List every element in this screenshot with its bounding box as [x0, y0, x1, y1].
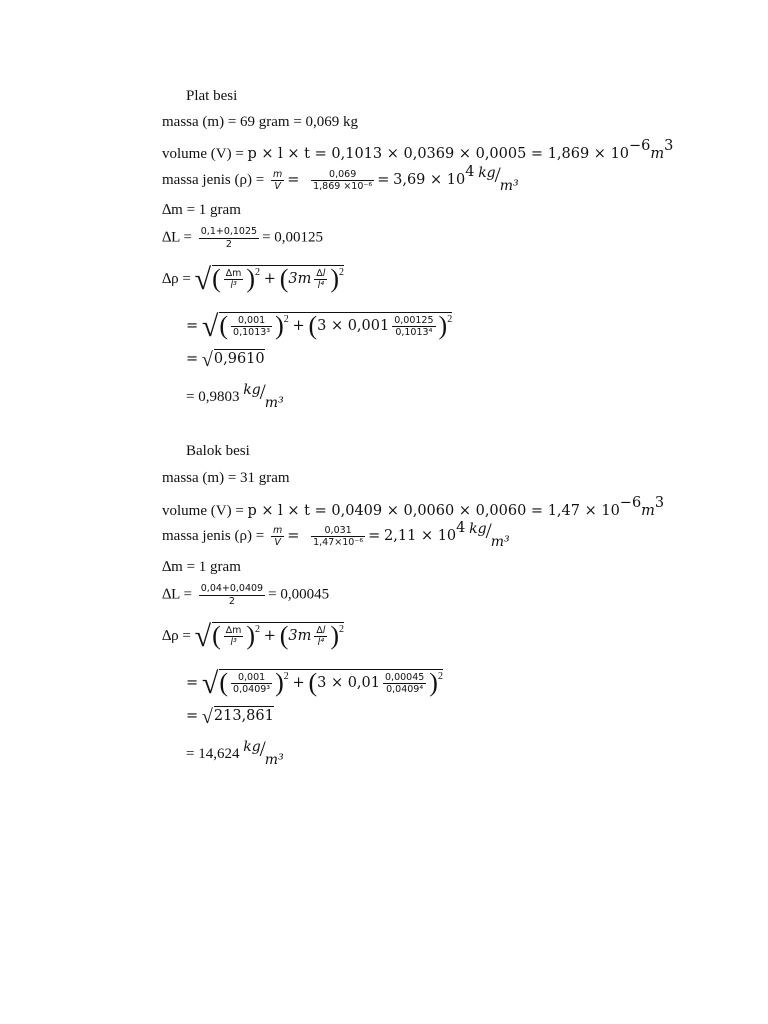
- equals-sign: =: [368, 528, 381, 544]
- unit-slash: /: [259, 379, 266, 404]
- fraction-denominator: V: [274, 537, 281, 549]
- section-heading: [186, 89, 237, 104]
- mass-line: [162, 471, 290, 486]
- left-paren: (: [279, 621, 289, 651]
- fraction-numerator: 0,001: [231, 316, 272, 328]
- unit-numerator: kg: [243, 739, 261, 755]
- fraction-m-over-v: [271, 170, 284, 192]
- fraction-denominator: l⁴: [317, 280, 325, 292]
- fraction-numerator: 0,069: [311, 170, 374, 182]
- equals-sign: =: [186, 351, 199, 367]
- volume-unit: m: [641, 503, 655, 519]
- equals-sign: =: [377, 172, 390, 188]
- equals-sign: =: [287, 528, 300, 544]
- uncertainty-formula-line: [162, 262, 345, 296]
- density-label: massa jenis (ρ) =: [162, 172, 268, 188]
- equals-sign: =: [186, 318, 199, 334]
- volume-exponent: −6: [629, 138, 651, 154]
- radical-sign: √: [194, 262, 212, 296]
- square-exponent: 2: [447, 314, 453, 325]
- sqrt-value: 0,9610: [213, 351, 265, 367]
- fraction-density-values: [311, 170, 374, 192]
- radical-sign: √: [194, 619, 212, 653]
- section-heading: [186, 444, 250, 459]
- fraction-numerator: ∆l: [316, 267, 326, 279]
- radicand: [212, 264, 345, 294]
- fraction-numerator: 0,04+0,0409: [200, 583, 264, 594]
- delta-l-line: [162, 227, 323, 249]
- equals-sign: =: [186, 675, 199, 691]
- fraction-numerator: ∆l: [316, 624, 326, 636]
- density-result: 2,11 × 10: [384, 528, 457, 544]
- delta-m-line: [162, 203, 241, 218]
- density-exponent: 4: [465, 164, 475, 180]
- radicand: [212, 621, 345, 651]
- volume-unit-exponent: 3: [654, 495, 665, 511]
- radical-sign: √: [201, 666, 219, 700]
- mass-text: massa (m) = 69 gram = 0,069 kg: [162, 114, 359, 130]
- plus-sign: +: [263, 628, 276, 644]
- volume-expression: p × l × t = 0,1013 × 0,0369 × 0,0005 = 1,869 × 10: [247, 146, 630, 162]
- fraction-denominator: 1,47×10⁻⁶: [313, 537, 364, 549]
- unit-numerator: kg: [243, 382, 261, 398]
- fraction-numerator: m: [272, 168, 283, 180]
- right-paren: ): [330, 621, 340, 651]
- right-paren: ): [438, 311, 448, 341]
- final-value: = 14,624: [186, 746, 240, 762]
- fraction-delta-l: [199, 584, 265, 606]
- density-label: massa jenis (ρ) =: [162, 528, 268, 544]
- fraction-numerator: 0,031: [311, 526, 365, 538]
- density-result: 3,69 × 10: [393, 172, 466, 188]
- right-paren: ): [429, 668, 438, 698]
- heading-text: Plat besi: [186, 88, 238, 104]
- fraction-substituted-2: [383, 673, 426, 695]
- substituted-coefficient: 3 × 0,01: [317, 675, 380, 691]
- substitution-line: [186, 666, 443, 700]
- square-exponent: 2: [255, 624, 261, 635]
- fraction-denominator: 0,1013³: [233, 327, 271, 339]
- fraction-denominator: l³: [230, 280, 237, 292]
- fraction-substituted-1: [231, 316, 272, 338]
- fraction-dl-over-l4: [314, 626, 327, 648]
- unit-slash: /: [485, 518, 492, 543]
- sqrt-value-line: [186, 705, 274, 728]
- substitution-line: [186, 309, 453, 343]
- fraction-denominator: V: [274, 181, 281, 193]
- heading-text: Balok besi: [186, 443, 250, 459]
- radical-sign: √: [201, 705, 213, 728]
- unit-slash: /: [259, 736, 266, 761]
- fraction-denominator: 2: [225, 238, 232, 250]
- fraction-denominator: 0,0409³: [233, 684, 271, 696]
- sqrt-value: 213,861: [213, 708, 274, 724]
- final-result-line: [186, 736, 284, 768]
- coefficient-3m: 3m: [288, 271, 312, 287]
- right-paren: ): [275, 311, 284, 341]
- unit-denominator: m³: [264, 752, 284, 768]
- delta-l-result: = 0,00125: [262, 229, 324, 246]
- left-paren: (: [308, 311, 318, 341]
- fraction-denominator: 2: [228, 595, 235, 607]
- coefficient-3m: 3m: [288, 628, 312, 644]
- volume-exponent: −6: [619, 495, 642, 511]
- unit-denominator: m³: [264, 395, 284, 411]
- square-exponent: 2: [339, 267, 345, 278]
- volume-unit-exponent: 3: [664, 138, 674, 154]
- final-value: = 0,9803: [186, 389, 240, 405]
- left-paren: (: [279, 264, 289, 294]
- volume-line: [162, 139, 673, 162]
- fraction-dl-over-l4: [314, 269, 327, 291]
- equals-sign: =: [287, 172, 300, 188]
- radicand: [219, 668, 443, 698]
- delta-m-text: ∆m = 1 gram: [162, 559, 241, 575]
- radical-sign: √: [201, 309, 219, 343]
- substituted-coefficient: 3 × 0,001: [317, 318, 390, 334]
- final-result-line: [186, 379, 284, 411]
- fraction-denominator: l⁴: [317, 637, 325, 649]
- delta-rho-label: ∆ρ =: [162, 628, 195, 644]
- fraction-denominator: 0,1013⁴: [395, 327, 433, 339]
- right-paren: ): [246, 621, 256, 651]
- fraction-denominator: 0,0409⁴: [386, 684, 424, 696]
- fraction-numerator: m: [272, 524, 283, 536]
- left-paren: (: [212, 264, 221, 294]
- volume-line: [162, 496, 664, 519]
- unit-denominator: m³: [490, 534, 510, 550]
- delta-rho-label: ∆ρ =: [162, 271, 195, 287]
- equals-sign: =: [186, 708, 199, 724]
- left-paren: (: [308, 668, 318, 698]
- left-paren: (: [212, 621, 221, 651]
- mass-text: massa (m) = 31 gram: [162, 470, 290, 486]
- fraction-numerator: 0,1+0,1025: [200, 226, 258, 237]
- square-exponent: 2: [339, 624, 345, 635]
- square-exponent: 2: [283, 671, 289, 682]
- volume-label: volume (V) =: [162, 146, 248, 162]
- left-paren: (: [219, 311, 229, 341]
- unit-denominator: m³: [499, 178, 519, 194]
- fraction-delta-l: [199, 227, 259, 249]
- fraction-numerator: 0,00125: [394, 314, 434, 326]
- right-paren: ): [246, 264, 256, 294]
- sqrt-value-line: [186, 348, 265, 371]
- radicand: [219, 311, 453, 341]
- left-paren: (: [219, 668, 229, 698]
- fraction-dm-over-l3: [224, 626, 244, 648]
- delta-m-text: ∆m = 1 gram: [162, 202, 241, 218]
- unit-slash: /: [494, 162, 501, 187]
- density-line: [162, 162, 519, 194]
- delta-m-line: [162, 560, 241, 575]
- volume-expression: p × l × t = 0,0409 × 0,0060 × 0,0060 = 1,47 × 10: [247, 503, 620, 519]
- fraction-substituted-2: [392, 316, 435, 338]
- plus-sign: +: [292, 318, 305, 334]
- fraction-density-values: [311, 526, 365, 548]
- density-exponent: 4: [456, 520, 466, 536]
- right-paren: ): [330, 264, 340, 294]
- radical-sign: √: [201, 348, 213, 371]
- delta-l-label: ∆L =: [162, 229, 196, 246]
- unit-numerator: kg: [469, 521, 487, 537]
- delta-l-label: ∆L =: [162, 586, 196, 603]
- delta-l-line: [162, 584, 329, 606]
- plus-sign: +: [292, 675, 305, 691]
- square-exponent: 2: [283, 314, 289, 325]
- volume-label: volume (V) =: [162, 503, 248, 519]
- density-line: [162, 518, 510, 550]
- fraction-substituted-1: [231, 673, 272, 695]
- square-exponent: 2: [437, 671, 443, 682]
- fraction-numerator: 0,001: [231, 673, 272, 685]
- fraction-denominator: 1,869 ×10⁻⁶: [313, 181, 373, 193]
- square-exponent: 2: [255, 267, 261, 278]
- mass-line: [162, 115, 358, 130]
- delta-l-result: = 0,00045: [268, 586, 330, 603]
- fraction-numerator: ∆m: [225, 624, 242, 636]
- unit-numerator: kg: [478, 165, 496, 181]
- fraction-dm-over-l3: [224, 269, 244, 291]
- volume-unit: m: [650, 146, 665, 162]
- uncertainty-formula-line: [162, 619, 345, 653]
- fraction-denominator: l³: [230, 637, 237, 649]
- fraction-numerator: 0,00045: [385, 671, 425, 683]
- fraction-numerator: ∆m: [225, 267, 242, 279]
- right-paren: ): [275, 668, 284, 698]
- plus-sign: +: [263, 271, 276, 287]
- fraction-m-over-v: [271, 526, 284, 548]
